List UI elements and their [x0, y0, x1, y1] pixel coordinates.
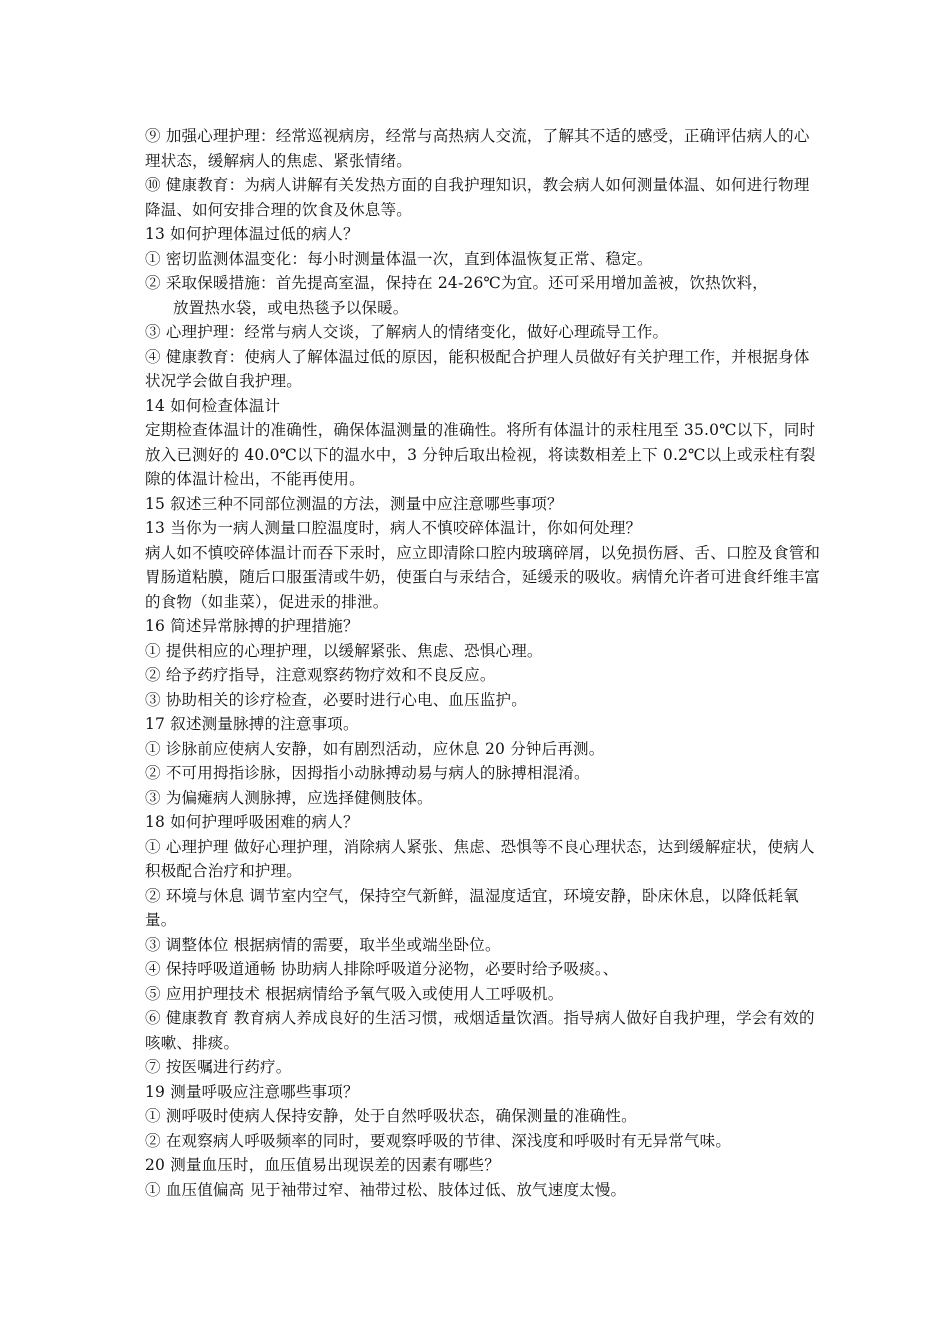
- text-line: 放置热水袋，或电热毯予以保暖。: [173, 298, 409, 317]
- text-line: ① 血压值偏高 见于袖带过窄、袖带过松、肢体过低、放气速度太慢。: [145, 1180, 627, 1199]
- text-line: ③ 为偏瘫病人测脉搏，应选择健侧肢体。: [145, 788, 433, 807]
- text-line: ① 提供相应的心理护理，以缓解紧张、焦虑、恐惧心理。: [145, 641, 543, 660]
- text-line: ① 诊脉前应使病人安静，如有剧烈活动，应休息 20 分钟后再测。: [145, 739, 605, 758]
- text-line: 定期检查体温计的准确性，确保体温测量的准确性。将所有体温计的汞柱甩至 35.0℃以下，同时放入已测好的 40.0℃以下的温水中，3 分钟后取出检视，将读数相差上下 0.2℃以上或汞柱有裂隙的体温计检出，不能再使用。: [145, 421, 816, 488]
- text-line: 20 测量血压时，血压值易出现误差的因素有哪些？: [145, 1156, 500, 1174]
- text-line: ⑨ 加强心理护理：经常巡视病房，经常与高热病人交流，了解其不适的感受，正确评估病人的心理状态，缓解病人的焦虑、紧张情绪。: [145, 127, 810, 170]
- document-page: [145, 124, 821, 1202]
- text-line: 19 测量呼吸应注意哪些事项？: [145, 1082, 359, 1101]
- text-line: ⑤ 应用护理技术 根据病情给予氧气吸入或使用人工呼吸机。: [145, 984, 564, 1003]
- text-line: 13 当你为一病人测量口腔温度时，病人不慎咬碎体温计，你如何处理？: [145, 519, 642, 537]
- text-line: ② 不可用拇指诊脉，因拇指小动脉搏动易与病人的脉搏相混淆。: [145, 764, 590, 782]
- text-line: ⑦ 按医嘱进行药疗。: [145, 1058, 292, 1076]
- text-line: ② 环境与休息 调节室内空气，保持空气新鲜，温湿度适宜，环境安静，卧床休息，以降低耗氧量。: [145, 886, 799, 929]
- text-line: 16 简述异常脉搏的护理措施？: [145, 617, 359, 635]
- text-line: ③ 心理护理：经常与病人交谈，了解病人的情绪变化，做好心理疏导工作。: [145, 323, 669, 341]
- text-line: ① 测呼吸时使病人保持安静，处于自然呼吸状态，确保测量的准确性。: [145, 1107, 637, 1125]
- text-line: ② 采取保暖措施：首先提高室温，保持在 24-26℃为宜。还可采用增加盖被，饮热饮料，: [145, 274, 768, 292]
- text-line: 18 如何护理呼吸困难的病人？: [145, 813, 359, 831]
- text-line: ② 在观察病人呼吸频率的同时，要观察呼吸的节律、深浅度和呼吸时有无异常气味。: [145, 1131, 732, 1150]
- text-line: ① 心理护理 做好心理护理，消除病人紧张、焦虑、恐惧等不良心理状态，达到缓解症状，使病人积极配合治疗和护理。: [145, 837, 815, 880]
- text-line: 病人如不慎咬碎体温计而吞下汞时，应立即清除口腔内玻璃碎屑，以免损伤唇、舌、口腔及食管和胃肠道粘膜，随后口服蛋清或牛奶，使蛋白与汞结合，延缓汞的吸收。病情允许者可进食纤维丰富的食物（如韭菜），促进汞的排泄。: [145, 543, 821, 611]
- text-line: ③ 调整体位 根据病情的需要，取半坐或端坐卧位。: [145, 935, 501, 954]
- text-line: 14 如何检查体温计: [145, 396, 281, 415]
- text-line: ⑩ 健康教育：为病人讲解有关发热方面的自我护理知识，教会病人如何测量体温、如何进行物理降温、如何安排合理的饮食及休息等。: [145, 176, 810, 219]
- text-line: ③ 协助相关的诊疗检查，必要时进行心电、血压监护。: [145, 690, 527, 709]
- text-line: ⑥ 健康教育 教育病人养成良好的生活习惯，戒烟适量饮酒。指导病人做好自我护理，学会有效的咳嗽、排痰。: [145, 1009, 815, 1052]
- text-line: ② 给予药疗指导，注意观察药物疗效和不良反应。: [145, 666, 496, 684]
- text-line: 17 叙述测量脉搏的注意事项。: [145, 715, 359, 733]
- text-line: 15 叙述三种不同部位测温的方法，测量中应注意哪些事项？: [145, 494, 563, 513]
- text-line: ④ 健康教育：使病人了解体温过低的原因，能积极配合护理人员做好有关护理工作，并根据身体状况学会做自我护理。: [145, 347, 810, 390]
- text-line: ① 密切监测体温变化：每小时测量体温一次，直到体温恢复正常、稳定。: [145, 249, 653, 268]
- text-line: 13 如何护理体温过低的病人？: [145, 225, 359, 243]
- text-line: ④ 保持呼吸道通畅 协助病人排除呼吸道分泌物，必要时给予吸痰。、: [145, 960, 619, 978]
